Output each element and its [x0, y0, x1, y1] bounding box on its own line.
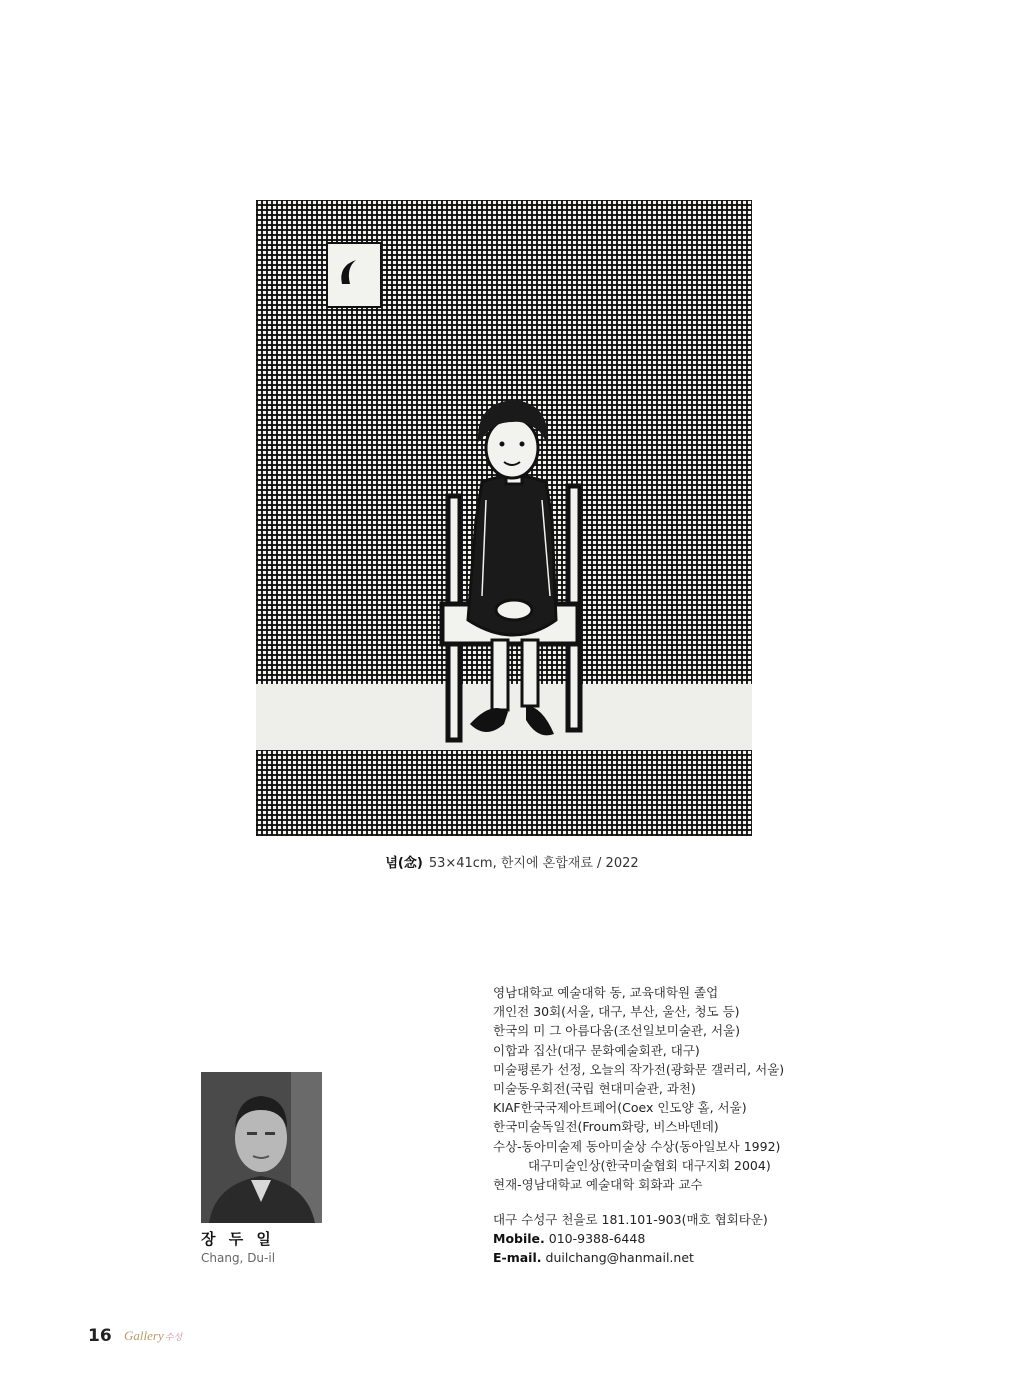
artist-biography — [493, 983, 823, 1194]
mobile-label: Mobile. — [493, 1231, 545, 1247]
contact-mobile-row — [493, 1229, 768, 1248]
brand-suffix: 수성 — [164, 1332, 183, 1342]
magazine-brand — [124, 1328, 182, 1344]
artist-name-english: Chang, Du-il — [201, 1251, 276, 1265]
artwork-image — [256, 200, 752, 836]
page-number: 16 — [88, 1326, 112, 1346]
artwork-caption — [0, 852, 1024, 871]
artist-name-korean: 장 두 일 — [201, 1230, 275, 1248]
bio-line: 한국의 미 그 아름다움(조선일보미술관, 서울) — [493, 1023, 740, 1039]
bio-line: 미술평론가 선정, 오늘의 작가전(광화문 갤러리, 서울) — [493, 1061, 785, 1077]
artist-portrait — [201, 1072, 322, 1223]
bio-line: 대구미술인상(한국미술협회 대구지회 2004) — [528, 1157, 771, 1173]
bio-line: 영남대학교 예술대학 동, 교육대학원 졸업 — [493, 985, 719, 1000]
artwork-details: 53×41cm, 한지에 혼합재료 / 2022 — [428, 856, 639, 871]
artwork-title: 념(念) — [385, 856, 423, 871]
artist-photo — [201, 1072, 322, 1223]
seated-figure-illustration — [256, 200, 752, 836]
bio-line: 수상-동아미술제 동아미술상 수상(동아일보사 1992) — [493, 1138, 781, 1154]
bio-line: 개인전 30회(서울, 대구, 부산, 울산, 청도 등) — [493, 1004, 740, 1020]
contact-email-row — [493, 1248, 768, 1267]
email-address: duilchang@hanmail.net — [545, 1250, 694, 1266]
bio-line: 현재-영남대학교 예술대학 회화과 교수 — [493, 1177, 703, 1193]
contact-address: 대구 수성구 천을로 181.101-903(매호 협회타운) — [493, 1212, 768, 1227]
bio-line: 한국미술독일전(Froum화랑, 비스바덴데) — [493, 1119, 719, 1135]
bio-line: KIAF한국국제아트페어(Coex 인도양 홀, 서울) — [493, 1100, 747, 1116]
bio-line: 미술동우회전(국립 현대미술관, 과천) — [493, 1081, 696, 1097]
bio-line: 이합과 집산(대구 문화예술회관, 대구) — [493, 1042, 700, 1058]
mobile-number: 010-9388-6448 — [548, 1231, 646, 1247]
brand-name: Gallery — [124, 1328, 164, 1343]
artist-contact — [493, 1210, 768, 1268]
email-label: E-mail. — [493, 1250, 542, 1266]
